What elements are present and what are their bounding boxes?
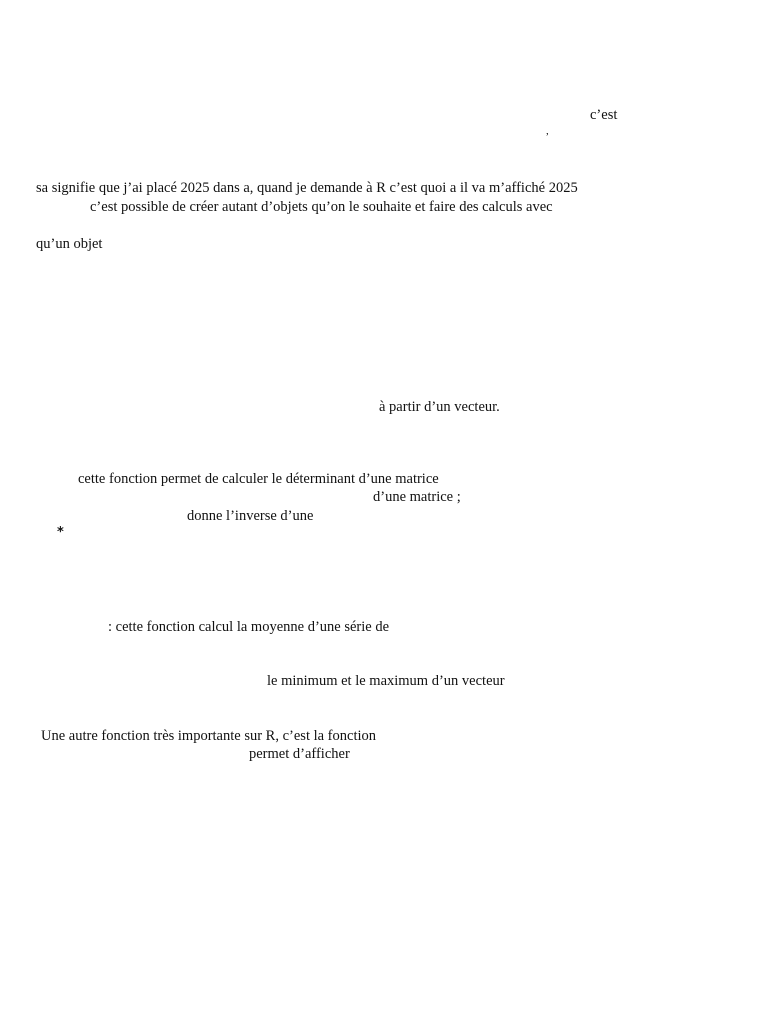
text-line: qu’un objet	[36, 236, 103, 252]
text-line: permet d’afficher	[249, 746, 350, 762]
text-line: d’une matrice ;	[373, 489, 461, 505]
text-line: le minimum et le maximum d’un vecteur	[267, 673, 505, 689]
text-line: c’est	[590, 107, 618, 123]
text-line: sa signifie que j’ai placé 2025 dans a, quand je demande à R c’est quoi a il va m’affiché 2025	[36, 180, 578, 196]
text-line: cette fonction permet de calculer le déterminant d’une matrice	[78, 471, 439, 487]
text-line: ,	[546, 125, 549, 137]
text-line: c’est possible de créer autant d’objets qu’on le souhaite et faire des calculs avec	[90, 199, 553, 215]
text-line: à partir d’un vecteur.	[379, 399, 500, 415]
text-line: donne l’inverse d’une	[187, 508, 314, 524]
bullet-marker: *	[57, 525, 64, 540]
text-line: Une autre fonction très importante sur R, c’est la fonction	[41, 728, 377, 744]
text-line: : cette fonction calcul la moyenne d’une série de	[108, 619, 390, 635]
